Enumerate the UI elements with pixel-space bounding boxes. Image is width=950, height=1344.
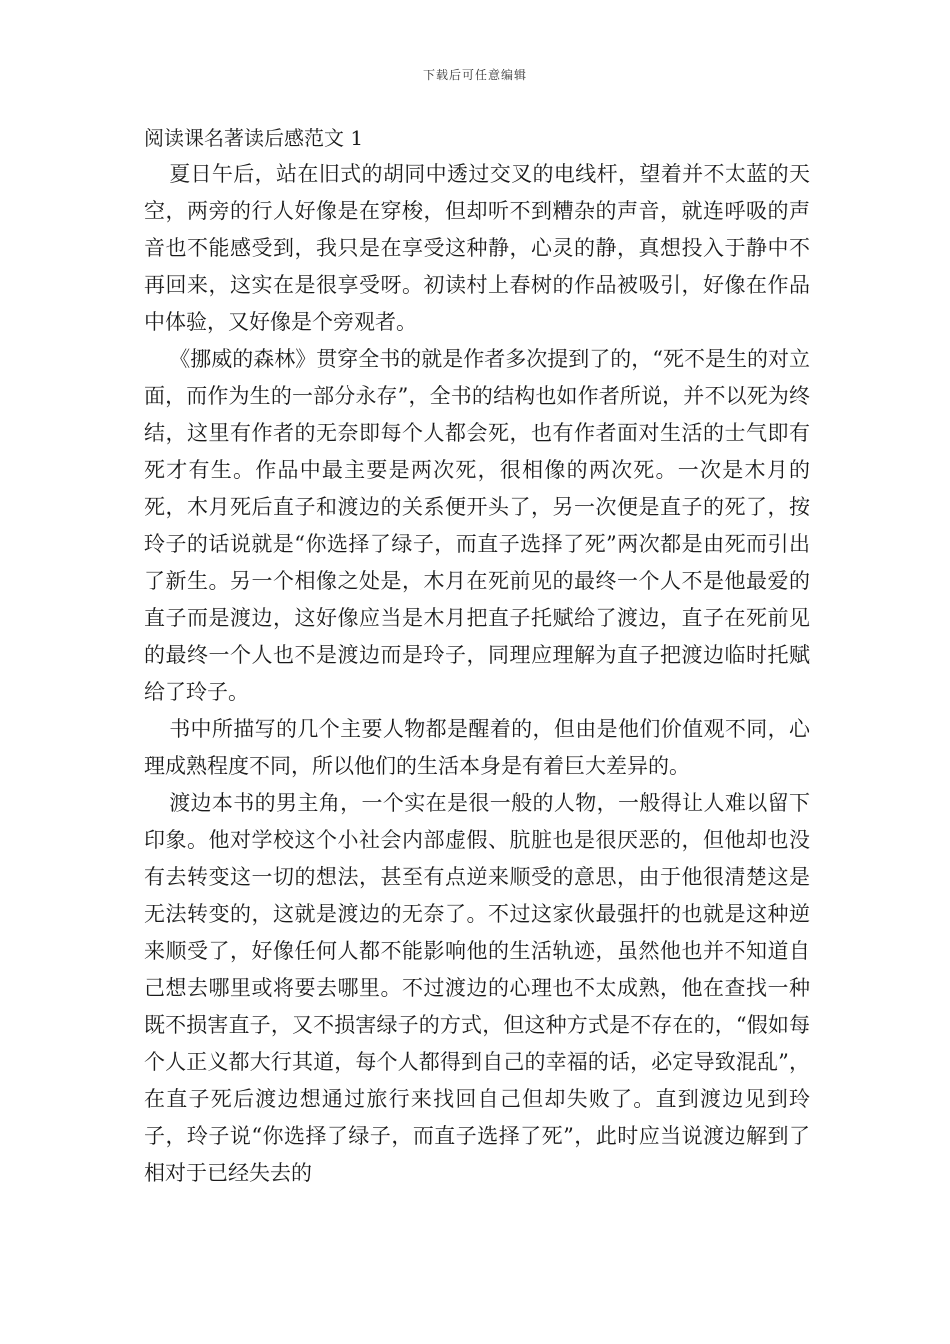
- paragraph-2: 《挪威的森林》贯穿全书的就是作者多次提到了的，“死不是生的对立面，而作为生的一部分永存”，全书的结构也如作者所说，并不以死为终结，这里有作者的无奈即每个人都会死，也有作者面对生活的士气即有死才有生。作品中最主要是两次死，很相像的两次死。一次是木月的死，木月死后直子和渡边的关系便开头了，另一次便是直子的死了，按玲子的话说就是“你选择了绿子，而直子选择了死”两次都是由死而引出了新生。另一个相像之处是，木月在死前见的最终一个人不是他最爱的直子而是渡边，这好像应当是木月把直子托赋给了渡边，直子在死前见的最终一个人也不是渡边而是玲子，同理应理解为直子把渡边临时托赋给了玲子。: [144, 347, 810, 704]
- document-title: 阅读课名著读后感范文 1: [144, 126, 364, 150]
- paragraph-4: 渡边本书的男主角，一个实在是很一般的人物，一般得让人难以留下印象。他对学校这个小社会内部虚假、肮脏也是很厌恶的，但他却也没有去转变这一切的想法，甚至有点逆来顺受的意思，由于他很清楚这是无法转变的，这就是渡边的无奈了。不过这家伙最强扞的也就是这种逆来顺受了，好像任何人都不能影响他的生活轨迹，虽然他也并不知道自己想去哪里或将要去哪里。不过渡边的心理也不太成熟，他在查找一种既不损害直子，又不损害绿子的方式，但这种方式是不存在的，“假如每个人正义都大行其道，每个人都得到自己的幸福的话，必定导致混乱”，在直子死后渡边想通过旅行来找回自己但却失败了。直到渡边见到玲子，玲子说“你选择了绿子，而直子选择了死”，此时应当说渡边解到了相对于已经失去的: [144, 791, 810, 1185]
- paragraph-1: 夏日午后，站在旧式的胡同中透过交叉的电线杆，望着并不太蓝的天空，两旁的行人好像是在穿梭，但却听不到糟杂的声音，就连呼吸的声音也不能感受到，我只是在享受这种静，心灵的静，真想投入于静中不再回来，这实在是很享受呀。初读村上春树的作品被吸引，好像在作品中体验，又好像是个旁观者。: [144, 162, 810, 334]
- page-header: 下载后可任意编辑: [422, 68, 527, 82]
- paragraph-3: 书中所描写的几个主要人物都是醒着的，但由是他们价值观不同，心理成熟程度不同，所以他们的生活本身是有着巨大差异的。: [144, 717, 810, 778]
- document-body: [144, 120, 810, 1192]
